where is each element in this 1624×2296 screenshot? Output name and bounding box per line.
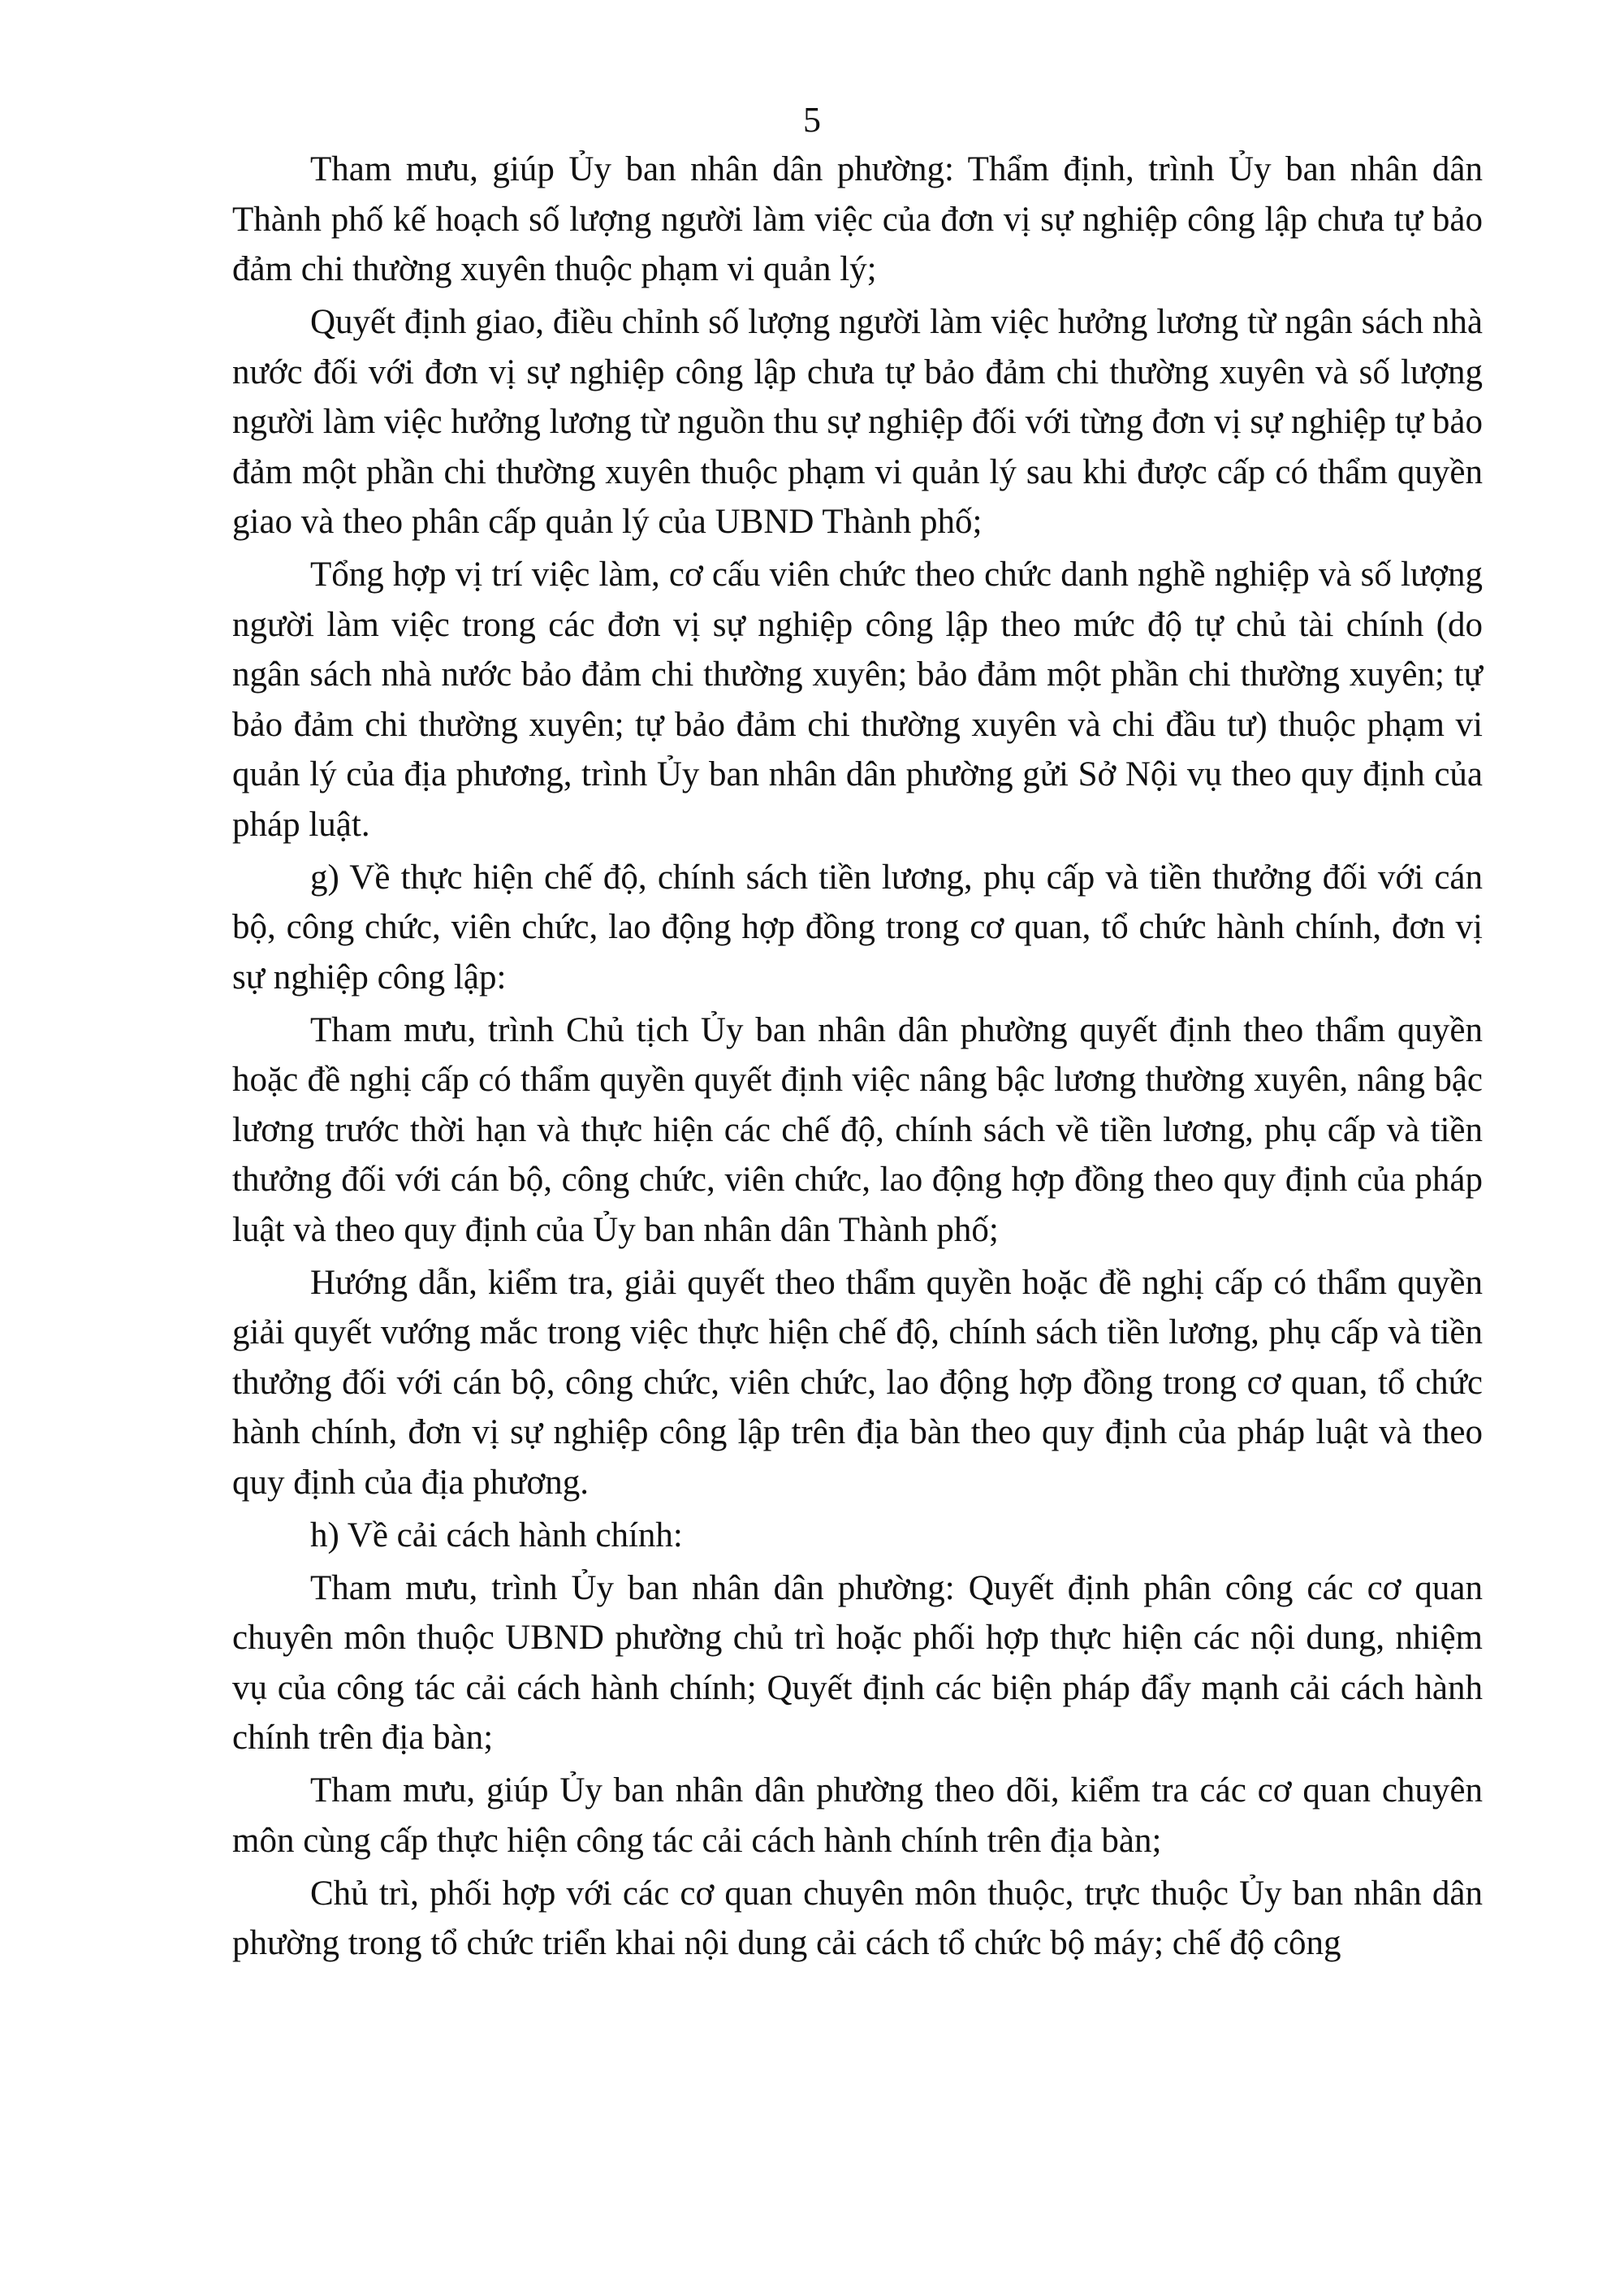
document-body <box>232 145 1483 1971</box>
paragraph-2: Quyết định giao, điều chỉnh số lượng người làm việc hưởng lương từ ngân sách nhà nước đối với đơn vị sự nghiệp công lập chưa tự bảo đảm chi thường xuyên và số lượng người làm việc hưởng lương từ nguồn thu sự nghiệp đối với từng đơn vị sự nghiệp tự bảo đảm một phần chi thường xuyên thuộc phạm vi quản lý sau khi được cấp có thẩm quyền giao và theo phân cấp quản lý của UBND Thành phố; <box>232 303 1483 541</box>
paragraph-8: Tham mưu, trình Ủy ban nhân dân phường: Quyết định phân công các cơ quan chuyên môn thuộc UBND phường chủ trì hoặc phối hợp thực hiện các nội dung, nhiệm vụ của công tác cải cách hành chính; Quyết định các biện pháp đẩy mạnh cải cách hành chính trên địa bàn; <box>232 1568 1483 1757</box>
paragraph-4: g) Về thực hiện chế độ, chính sách tiền lương, phụ cấp và tiền thưởng đối với cán bộ, công chức, viên chức, lao động hợp đồng trong cơ quan, tổ chức hành chính, đơn vị sự nghiệp công lập: <box>232 858 1483 997</box>
paragraph-9: Tham mưu, giúp Ủy ban nhân dân phường theo dõi, kiểm tra các cơ quan chuyên môn cùng cấp thực hiện công tác cải cách hành chính trên địa bàn; <box>232 1771 1483 1860</box>
paragraph-1: Tham mưu, giúp Ủy ban nhân dân phường: Thẩm định, trình Ủy ban nhân dân Thành phố kế hoạch số lượng người làm việc của đơn vị sự nghiệp công lập chưa tự bảo đảm chi thường xuyên thuộc phạm vi quản lý; <box>232 150 1483 288</box>
paragraph-3: Tổng hợp vị trí việc làm, cơ cấu viên chức theo chức danh nghề nghiệp và số lượng người làm việc trong các đơn vị sự nghiệp công lập theo mức độ tự chủ tài chính (do ngân sách nhà nước bảo đảm chi thường xuyên; bảo đảm một phần chi thường xuyên; tự bảo đảm chi thường xuyên; tự bảo đảm chi thường xuyên và chi đầu tư) thuộc phạm vi quản lý của địa phương, trình Ủy ban nhân dân phường gửi Sở Nội vụ theo quy định của pháp luật. <box>232 556 1483 844</box>
paragraph-5: Tham mưu, trình Chủ tịch Ủy ban nhân dân phường quyết định theo thẩm quyền hoặc đề nghị cấp có thẩm quyền quyết định việc nâng bậc lương thường xuyên, nâng bậc lương trước thời hạn và thực hiện các chế độ, chính sách về tiền lương, phụ cấp và tiền thưởng đối với cán bộ, công chức, viên chức, lao động hợp đồng theo quy định của pháp luật và theo quy định của Ủy ban nhân dân Thành phố; <box>232 1010 1483 1249</box>
paragraph-10: Chủ trì, phối hợp với các cơ quan chuyên môn thuộc, trực thuộc Ủy ban nhân dân phường trong tổ chức triển khai nội dung cải cách tổ chức bộ máy; chế độ công <box>232 1874 1483 1962</box>
paragraph-7: h) Về cải cách hành chính: <box>310 1516 683 1554</box>
paragraph-6: Hướng dẫn, kiểm tra, giải quyết theo thẩm quyền hoặc đề nghị cấp có thẩm quyền giải quyết vướng mắc trong việc thực hiện chế độ, chính sách tiền lương, phụ cấp và tiền thưởng đối với cán bộ, công chức, viên chức, lao động hợp đồng trong cơ quan, tổ chức hành chính, đơn vị sự nghiệp công lập trên địa bàn theo quy định của pháp luật và theo quy định của địa phương. <box>232 1263 1483 1502</box>
page-number: 5 <box>803 100 821 140</box>
